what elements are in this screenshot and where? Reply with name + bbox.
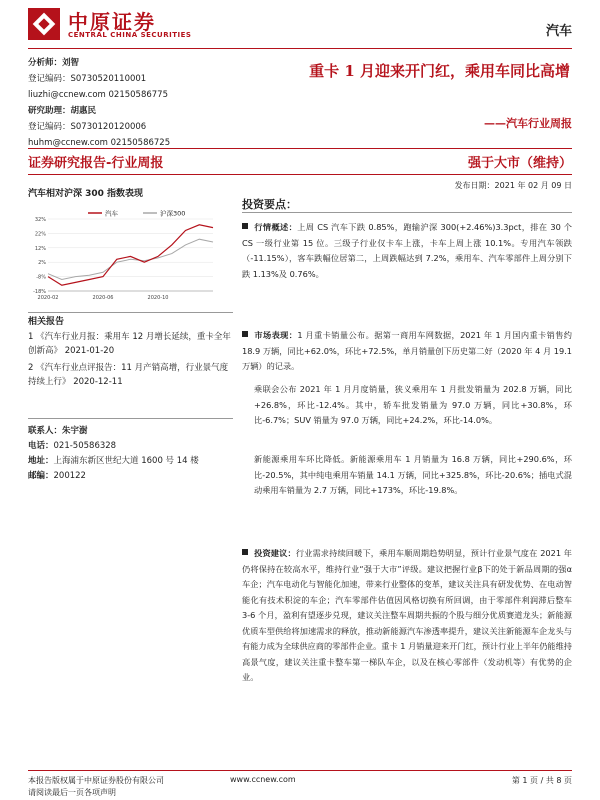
bullet-icon: [242, 549, 248, 555]
contact-zip: 200122: [53, 471, 86, 481]
analyst-reg: 登记编码：S0730520110001: [28, 74, 147, 84]
report-subtitle: ——汽车行业周报: [484, 117, 572, 130]
paragraph-cpca-sales: 乘联会公布 2021 年 1 月月度销量，狭义乘用车 1 月批发销量为 202.8 万辆，同比+26.8%，环比-12.4%。其中，轿车批发销量为 97.0 万辆，同比+30.8%，环比-6.7%；SUV 销量为 97.0 万辆，同比+24.2%，环比-14.0%。: [254, 384, 572, 425]
key-points-divider: [242, 212, 572, 213]
series-auto-line: [48, 225, 213, 285]
sector-label: 汽车: [545, 24, 572, 39]
contact-zip-row: 邮编：200122: [28, 471, 86, 481]
contact-addr-row: 地址：上海浦东新区世纪大道 1600 号 14 楼: [28, 456, 199, 466]
bullet-icon: [242, 223, 248, 229]
report-title: 重卡 1 月迎来开门红，乘用车同比高增: [309, 62, 570, 80]
assistant-contact: huhm@ccnew.com 02150586725: [28, 138, 171, 148]
footer-page-number: 第 1 页 / 共 8 页: [511, 776, 572, 785]
related-item-2: 2 《汽车行业点评报告：11 月产销高增，行业景气度持续上行》 2020-12-11: [28, 363, 229, 387]
contact-phone-row: 电话：021-50586328: [28, 441, 117, 451]
footer-copyright: 本报告版权属于中原证券股份有限公司: [28, 776, 164, 785]
report-type-banner: 证券研究报告-行业周报: [28, 156, 164, 171]
x-tick-label: 2020-06: [92, 295, 114, 301]
footer-divider: [28, 770, 572, 771]
contact-person: 联系人：朱宇澍: [28, 426, 88, 436]
bullet-icon: [242, 331, 248, 337]
y-tick-label: 2%: [38, 260, 46, 267]
contact-divider: [28, 418, 233, 419]
footer-disclaimer-link[interactable]: 请阅读最后一页各项声明: [28, 788, 116, 797]
logo-icon: [28, 8, 60, 40]
chart-heading: 汽车相对沪深 300 指数表现: [28, 189, 144, 199]
rating-banner: 强于大市（维持）: [467, 156, 572, 171]
y-tick-label: 22%: [34, 231, 46, 238]
assistant-name: 研究助理：胡惠民: [28, 106, 97, 116]
contact-phone: 021-50586328: [53, 441, 117, 451]
paragraph-nev-sales: 新能源乘用车环比降低。新能源乘用车 1 月销量为 16.8 万辆，同比+290.6%，环比-20.5%，其中纯电乘用车销量 14.1 万辆，同比+325.8%，环比-20.6%；插电式混动乘用车销量为 2.7 万辆，同比+173%，环比-19.8%。: [254, 454, 572, 495]
footer-website[interactable]: www.ccnew.com: [230, 775, 296, 784]
banner-bottom-line: [28, 174, 572, 175]
paragraph-market-overview: 行情概述：上周 CS 汽车下跌 0.85%，跑输沪深 300(+2.46%)3.3pct，排在 30 个 CS 一级行业第 15 位。三级子行业仅卡车上涨，卡车上周上涨 10.1%。专用汽车领跌（-11.15%），客车跌幅位居第二，上周跌幅达到 7.2%，乘用车、汽车零部件上周分别下跌 1.13%及 0.76%。: [242, 222, 572, 279]
legend-auto-label: 汽车: [105, 209, 118, 218]
analyst-name: 分析师：刘智: [28, 58, 80, 68]
related-divider: [28, 312, 233, 313]
company-logo: [28, 6, 208, 46]
paragraph-market-performance: 市场表现：1 月重卡销量公布。据第一商用车网数据，2021 年 1 月国内重卡销售约 18.9 万辆，同比+62.0%，环比+72.5%，单月销量创下历史第二好（2020 年 4 月 19.1 万辆）的记录。: [242, 330, 572, 371]
x-tick-label: 2020-10: [147, 295, 169, 301]
y-tick-label: -8%: [36, 274, 46, 281]
banner-top-line: [28, 148, 572, 149]
logo-en-text: CENTRAL CHINA SECURITIES: [68, 31, 192, 39]
legend-hs300-label: 沪深300: [160, 209, 186, 218]
y-tick-label: 32%: [34, 217, 46, 223]
series-hs300-line: [48, 239, 213, 279]
key-points-heading: 投资要点：: [242, 198, 297, 211]
related-item-1: 1 《汽车行业月报：乘用车 12 月增长延续，重卡全年创新高》 2021-01-20: [28, 332, 231, 356]
logo-cn-text: 中原证券: [68, 10, 156, 34]
relative-performance-chart: [28, 205, 218, 305]
y-tick-label: -18%: [33, 289, 46, 295]
contact-block: [28, 424, 238, 484]
assistant-reg: 登记编码：S0730120120006: [28, 122, 147, 132]
x-tick-label: 2020-02: [37, 295, 59, 301]
analyst-contact: liuzhi@ccnew.com 02150586775: [28, 90, 169, 100]
contact-addr: 上海浦东新区世纪大道 1600 号 14 楼: [53, 456, 199, 466]
header-divider: [28, 48, 572, 49]
publish-date: 发布日期：2021 年 02 月 09 日: [454, 181, 572, 190]
y-tick-label: 12%: [34, 245, 46, 252]
related-heading: 相关报告: [28, 317, 65, 327]
paragraph-investment-advice: 投资建议：行业需求持续回暖下，乘用车顺周期趋势明显，预计行业景气度在 2021 年仍将保持在较高水平，维持行业“强于大市”评级。建议把握行业β下的处于新品周期的强α车企；汽车电动化与智能化加速，带来行业整体的变革，建议关注具有研发优势、在电动智能化有技术积淀的车企；汽车零部件估值因风格切换有所回调，由于零部件利润滞后整车 3-6 个月，盈利有望逐步兑现，建议关注整车周期共振的个股与细分优质赛道龙头；新能源优质车型供给将加速需求的释放，推动新能源汽车渗透率提升，建议关注新能源车企龙头与有能力成为全球供应商的零部件企业。重卡 1 月销量迎来开门红，预计行业上半年仍能维持高景气度，建议关注重卡整车第一梯队车企，以及在核心零部件（发动机等）有优势的企业。: [242, 548, 572, 682]
